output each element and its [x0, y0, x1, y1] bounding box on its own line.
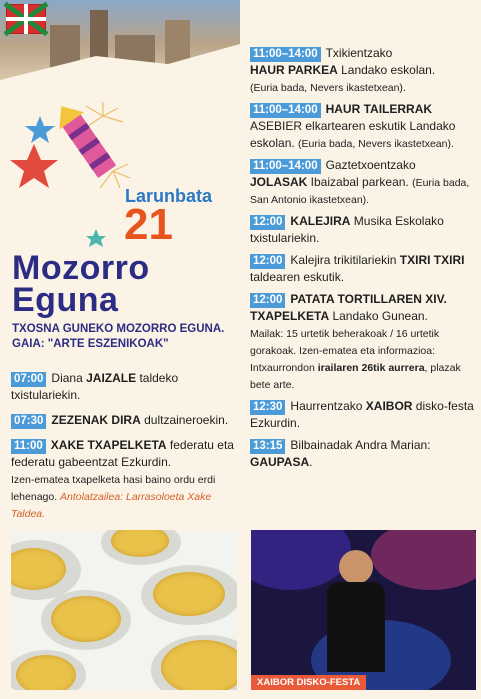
item-text: taldeko txistulariekin.: [11, 371, 179, 402]
item-highlight: JOLASAK: [250, 175, 308, 189]
item-text: Bilbainadak Andra Marian:: [290, 438, 431, 452]
page-title-line2: Eguna: [12, 281, 119, 319]
item-text: ASEBIER elkartearen eskutik Landako eskolan.: [250, 119, 456, 150]
schedule-left: [11, 370, 239, 530]
item-text: Diana: [51, 371, 87, 385]
item-note: , plazak bete arte.: [250, 362, 461, 391]
item-text: Landako eskolan.: [337, 63, 436, 77]
item-text: taldearen eskutik.: [250, 270, 345, 284]
day-label: Larunbata: [125, 186, 213, 206]
schedule-item: [11, 370, 239, 404]
red-star-icon: [10, 144, 58, 188]
header-photo: [0, 0, 240, 80]
item-text: Gaztetxoentzako: [325, 158, 416, 172]
schedule-item: [250, 101, 475, 152]
item-text: dultzaineroekin.: [140, 413, 229, 427]
blue-star-icon: [25, 116, 55, 143]
item-highlight: HAUR PARKEA: [250, 63, 338, 77]
item-text: federatu eta federatu gabeentzat Ezkurdin.: [11, 438, 234, 469]
time-badge: 11:00–14:00: [250, 103, 321, 118]
schedule-item: [11, 437, 239, 522]
organizer-note: Antolatzailea: Larrasoloeta Xake Taldea.: [11, 491, 212, 520]
time-badge: 11:00: [11, 439, 46, 454]
item-highlight: HAUR TAILERRAK: [325, 102, 433, 116]
time-badge: 07:00: [11, 372, 46, 387]
item-highlight: TXIRI TXIRI: [399, 253, 465, 267]
time-badge: 11:00–14:00: [250, 159, 321, 174]
time-badge: 12:00: [250, 254, 285, 269]
schedule-right: [250, 45, 475, 476]
schedule-item: [250, 291, 475, 393]
item-text: disko-festa Ezkurdin.: [250, 399, 474, 430]
item-text: Landako Gunean.: [329, 309, 428, 323]
item-note: (Euria bada, San Antonio ikastetxean).: [250, 177, 470, 206]
time-badge: 07:30: [11, 414, 46, 429]
schedule-item: [250, 437, 475, 471]
schedule-item: [250, 157, 475, 208]
time-badge: 13:15: [250, 439, 285, 454]
time-badge: 12:30: [250, 400, 285, 415]
item-highlight: KALEJIRA: [290, 214, 351, 228]
page-subtitle: TXOSNA GUNEKO MOZORRO EGUNA. GAIA: "ARTE ESZENIKOAK": [12, 323, 225, 350]
item-highlight: XAIBOR: [365, 399, 413, 413]
schedule-item: [250, 45, 475, 96]
item-note-highlight: irailaren 26tik aurrera: [317, 362, 425, 374]
schedule-item: [250, 252, 475, 286]
item-text: Haurrentzako: [290, 399, 366, 413]
time-badge: 12:00: [250, 215, 285, 230]
item-note: Mailak: 15 urtetik beherakoak / 16 urtetik gorakoak. Izen-ematea eta informazioa: Intxaurrondon: [250, 328, 440, 374]
item-text: .: [309, 455, 313, 469]
ikurrina-flag-icon: [6, 4, 46, 34]
item-note: (Euria bada, Nevers ikastetxean).: [250, 82, 406, 94]
item-highlight: XAKE TXAPELKETA: [50, 438, 167, 452]
schedule-item: [11, 412, 239, 429]
item-text: Kalejira trikitilariekin: [290, 253, 400, 267]
item-highlight: ZEZENAK DIRA: [51, 413, 141, 427]
tortilla-contest-photo: [11, 530, 237, 690]
item-note: Izen-ematea txapelketa hasi baino ordu erdi lehenago.: [11, 474, 216, 503]
time-badge: 11:00–14:00: [250, 47, 321, 62]
item-text: Musika Eskolako txistulariekin.: [250, 214, 444, 245]
item-highlight: GAUPASA: [250, 455, 310, 469]
item-highlight: JAIZALE: [86, 371, 137, 385]
xaibor-disco-photo: [251, 530, 476, 690]
item-note: (Euria bada, Nevers ikastetxean).: [298, 138, 454, 150]
schedule-item: [250, 398, 475, 432]
page-title-line1: Mozorro: [12, 249, 150, 287]
schedule-item: [250, 213, 475, 247]
item-text: Ibaizabal parkean.: [307, 175, 409, 189]
photo-caption: XAIBOR DISKO-FESTA: [251, 675, 366, 690]
fireworks-decoration-icon: [8, 96, 228, 256]
item-text: Txikientzako: [325, 46, 393, 60]
day-number: 21: [124, 200, 173, 249]
time-badge: 12:00: [250, 293, 285, 308]
item-highlight: PATATA TORTILLAREN XIV. TXAPELKETA: [250, 292, 447, 323]
